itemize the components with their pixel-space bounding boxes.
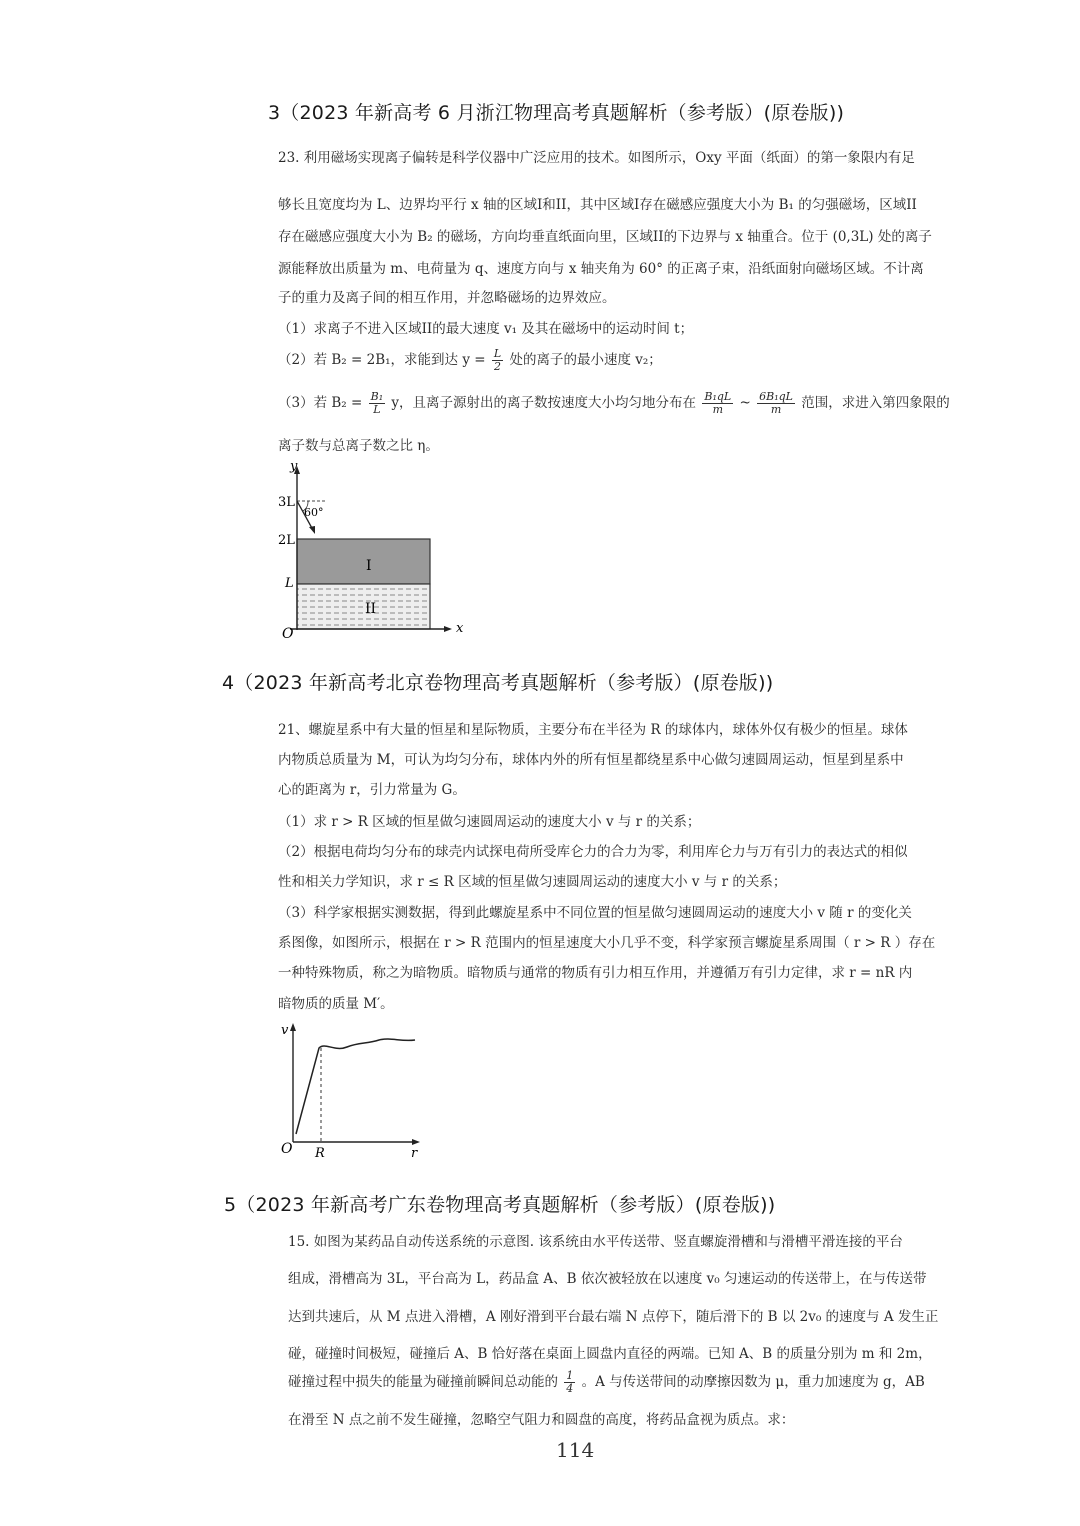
s3-q3-frac3-num: 6B₁qL	[759, 390, 793, 403]
tick-3L: 3L	[278, 495, 295, 510]
s5-fraction	[564, 1370, 575, 1395]
tick-R: R	[315, 1146, 325, 1161]
s4-line-3: 心的距离为 r，引力常量为 G。	[278, 782, 466, 798]
velocity-curve	[296, 1039, 415, 1134]
region-1	[297, 539, 430, 584]
s4-q3-line-2: 系图像，如图所示，根据在 r > R 范围内的恒星速度大小几乎不变，科学家预言螺旋星系周围（ r > R ）存在	[278, 935, 936, 951]
page-number: 114	[556, 1438, 595, 1462]
s3-q3-frac3-den: m	[770, 403, 782, 416]
s3-q3	[278, 389, 950, 417]
s5-line-6: 在滑至 N 点之前不发生碰撞，忽略空气阻力和圆盘的高度，将药品盒视为质点。求：	[288, 1412, 795, 1428]
origin-label: O	[282, 626, 294, 640]
region-1-label: I	[366, 558, 372, 574]
section-3-title: 3（2023 年新高考 6 月浙江物理高考真题解析（参考版）(原卷版))	[268, 102, 845, 124]
s4-q2-line-2: 性和相关力学知识，求 r ≤ R 区域的恒星做匀速圆周运动的速度大小 v 与 r 的关系；	[278, 874, 787, 890]
r-arrow-icon	[412, 1139, 420, 1145]
ion-arrow-icon	[309, 526, 315, 534]
s3-line-3: 存在磁感应强度大小为 B₂ 的磁场，方向均垂直纸面向里，区域II的下边界与 x 轴重合。位于 (0,3L) 处的离子	[278, 229, 932, 245]
s5-line-1: 15. 如图为某药品自动传送系统的示意图. 该系统由水平传送带、竖直螺旋滑槽和与滑槽平滑连接的平台	[288, 1234, 903, 1250]
v-axis-label: v	[281, 1023, 289, 1038]
s3-q2-text-b: 处的离子的最小速度 v₂；	[509, 352, 662, 368]
s3-q3-line-2: 离子数与总离子数之比 η。	[278, 438, 439, 454]
s5-frac-den: 4	[566, 1382, 574, 1395]
s3-q3-frac1-num: B₁	[370, 390, 384, 403]
s4-q3-line-1: （3）科学家根据实测数据，得到此螺旋星系中不同位置的恒星做匀速圆周运动的速度大小 v 随 r 的变化关	[278, 905, 912, 921]
s5-line-2: 组成，滑槽高为 3L，平台高为 L，药品盒 A、B 依次被轻放在以速度 v₀ 匀速运动的传送带上，在与传送带	[288, 1271, 927, 1287]
s3-line-2: 够长且宽度均为 L、边界均平行 x 轴的区域I和II，其中区域I存在磁感应强度大小为 B₁ 的匀强磁场，区域II	[278, 197, 917, 213]
region-2	[297, 584, 430, 629]
s4-q2-line-1: （2）根据电荷均匀分布的球壳内试探电荷所受库仑力的合力为零，利用库仑力与万有引力的表达式的相似	[278, 844, 908, 860]
region-2-label: II	[365, 601, 377, 617]
tick-L: L	[285, 576, 294, 591]
s3-q3-frac-2	[702, 391, 733, 416]
s5-line-5-text-a: 碰撞过程中损失的能量为碰撞前瞬间总动能的	[288, 1374, 558, 1390]
s4-q3-line-3: 一种特殊物质，称之为暗物质。暗物质与通常的物质有引力相互作用，并遵循万有引力定律，求 r = nR 内	[278, 965, 913, 981]
velocity-radius-graph	[275, 1018, 435, 1163]
s5-line-4: 碰，碰撞时间极短，碰撞后 A、B 恰好落在桌面上圆盘内直径的两端。已知 A、B 的质量分别为 m 和 2m，	[288, 1346, 932, 1362]
s3-q3-frac-1	[369, 391, 386, 416]
s3-q2-fraction	[492, 348, 503, 373]
x-axis-label: x	[456, 621, 464, 636]
s3-q1: （1）求离子不进入区域II的最大速度 v₁ 及其在磁场中的运动时间 t；	[278, 321, 694, 337]
s3-q3-frac2-num: B₁qL	[704, 390, 732, 403]
s5-line-5-text-b: 。A 与传送带间的动摩擦因数为 μ，重力加速度为 g，AB	[581, 1374, 925, 1390]
s3-line-5: 子的重力及离子间的相互作用，并忽略磁场的边界效应。	[278, 290, 616, 306]
v-arrow-icon	[290, 1023, 296, 1031]
graph-origin-label: O	[281, 1141, 293, 1157]
s4-q1: （1）求 r > R 区域的恒星做匀速圆周运动的速度大小 v 与 r 的关系；	[278, 814, 701, 830]
tick-2L: 2L	[278, 533, 295, 548]
s3-q3-text-b: y，且离子源射出的离子数按速度大小均匀地分布在	[391, 395, 697, 411]
magnetic-field-figure	[270, 460, 470, 640]
s4-q3-line-4: 暗物质的质量 M′。	[278, 996, 394, 1012]
s3-q3-text-d: 范围，求进入第四象限的	[801, 395, 950, 411]
s3-q2-frac-den: 2	[494, 360, 502, 373]
section-5-title: 5（2023 年新高考广东卷物理高考真题解析（参考版）(原卷版))	[224, 1194, 776, 1216]
section-4-title: 4（2023 年新高考北京卷物理高考真题解析（参考版）(原卷版))	[222, 672, 774, 694]
s3-line-4: 源能释放出质量为 m、电荷量为 q、速度方向与 x 轴夹角为 60° 的正离子束，沿纸面射向磁场区域。不计离	[278, 261, 924, 277]
s3-line-1: 23. 利用磁场实现离子偏转是科学仪器中广泛应用的技术。如图所示，Oxy 平面（纸面）的第一象限内有足	[278, 150, 915, 166]
s3-q3-frac1-den: L	[373, 403, 381, 416]
s3-q3-text-a: （3）若 B₂ =	[278, 395, 363, 411]
s3-q3-frac2-den: m	[712, 403, 723, 416]
s3-q2	[278, 347, 662, 373]
s4-line-1: 21、螺旋星系中有大量的恒星和星际物质，主要分布在半径为 R 的球体内，球体外仅有极少的恒星。球体	[278, 722, 908, 738]
s3-q3-frac-3	[757, 391, 795, 416]
x-arrow-icon	[444, 626, 452, 632]
s5-line-3: 达到共速后，从 M 点进入滑槽，A 刚好滑到平台最右端 N 点停下，随后滑下的 B 以 2v₀ 的速度与 A 发生正	[288, 1309, 939, 1325]
angle-label: 60°	[304, 506, 324, 519]
y-axis-label: y	[290, 460, 298, 474]
s4-line-2: 内物质总质量为 M，可认为均匀分布，球体内外的所有恒星都绕星系中心做匀速圆周运动，恒星到星系中	[278, 752, 904, 768]
s5-line-5	[288, 1368, 925, 1396]
s3-q3-text-c: ~	[739, 395, 751, 411]
s3-q2-text-a: （2）若 B₂ = 2B₁，求能到达 y =	[278, 352, 486, 368]
s5-frac-num: 1	[566, 1369, 574, 1382]
r-axis-label: r	[411, 1146, 418, 1161]
s3-q2-frac-num: L	[493, 347, 502, 360]
